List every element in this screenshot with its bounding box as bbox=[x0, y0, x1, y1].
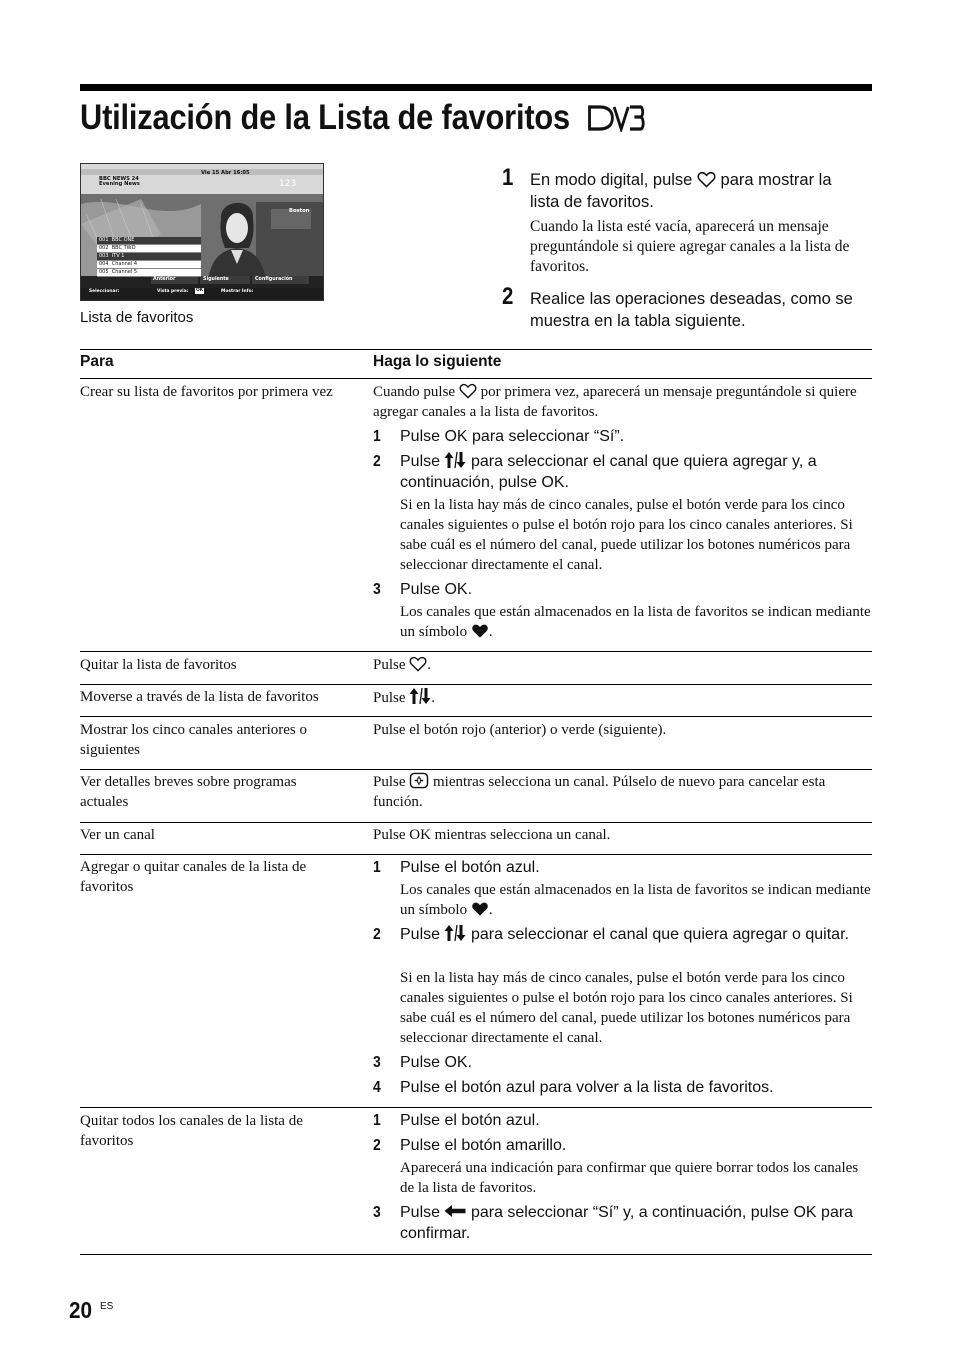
favorites-heart-icon bbox=[697, 171, 716, 188]
step1-text: En modo digital, pulse para mostrar la lista de favoritos. bbox=[530, 171, 832, 211]
row1-step3-number: 3 bbox=[373, 581, 381, 598]
back-arrow-icon bbox=[444, 1204, 466, 1218]
favorite-heart-filled-icon bbox=[471, 623, 489, 639]
row7-step2-number: 2 bbox=[373, 926, 381, 943]
screen-button-config: Configuración bbox=[255, 277, 293, 282]
screen-footer-preview: Vista previa: bbox=[157, 289, 189, 294]
screen-channel-row-selected: 002 BBC TWO bbox=[97, 245, 201, 253]
row8-step1-text: Pulse el botón azul. bbox=[400, 1112, 540, 1129]
row5-instruction: Pulse mientras selecciona un canal. Púlselo de nuevo para cancelar esta función. bbox=[373, 774, 826, 810]
row2-action: Quitar la lista de favoritos bbox=[80, 657, 237, 673]
screen-place: Boston bbox=[289, 208, 310, 214]
row8-action: Quitar todos los canales de la lista de favoritos bbox=[80, 1113, 303, 1149]
row4-action: Mostrar los cinco canales anteriores o siguientes bbox=[80, 722, 307, 758]
step1-number: 1 bbox=[502, 164, 514, 191]
dvb-logo-icon bbox=[587, 99, 645, 143]
row8-step1-number: 1 bbox=[373, 1112, 381, 1129]
row1-step3-note: Los canales que están almacenados en la lista de favoritos se indican mediante un símbolo . bbox=[400, 604, 871, 640]
row1-step2-number: 2 bbox=[373, 453, 381, 470]
row7-step1-note: Los canales que están almacenados en la lista de favoritos se indican mediante un símbolo . bbox=[400, 882, 871, 918]
row7-step2-text: Pulse para seleccionar el canal que quiera agregar o quitar. bbox=[400, 926, 849, 943]
row6-instruction: Pulse OK mientras selecciona un canal. bbox=[373, 827, 611, 843]
favorite-heart-filled-icon bbox=[471, 901, 489, 917]
row7-step3-number: 3 bbox=[373, 1054, 381, 1071]
row2-instruction: Pulse . bbox=[373, 657, 432, 673]
row8-step2-text: Pulse el botón amarillo. bbox=[400, 1137, 567, 1154]
screen-programme-line1: BBC NEWS 24 bbox=[99, 176, 139, 182]
screen-button-prev: Anterior bbox=[153, 277, 176, 282]
up-down-arrow-icon bbox=[444, 924, 466, 942]
row6-action: Ver un canal bbox=[80, 827, 155, 843]
page-title-text: Utilización de la Lista de favoritos bbox=[80, 98, 571, 137]
row7-step1-text: Pulse el botón azul. bbox=[400, 859, 540, 876]
up-down-arrow-icon bbox=[444, 451, 466, 469]
row1-step2-note: Si en la lista hay más de cinco canales, pulse el botón verde para los cinco canales siguientes o pulse el botón rojo para los cinco canales anteriores. Si sabe cuál es el número del canal, puede utilizar los botones numéricos para seleccionar directamente el canal. bbox=[400, 497, 853, 573]
screen-channel-row: 003 ITV 1 bbox=[97, 253, 201, 261]
row1-step1-text: Pulse OK para seleccionar “Sí”. bbox=[400, 428, 625, 445]
favorites-heart-icon bbox=[459, 383, 477, 399]
row-rule bbox=[80, 769, 872, 770]
screen-date: Vie 15 Abr 16:05 bbox=[201, 170, 250, 176]
row7-step4-number: 4 bbox=[373, 1079, 381, 1096]
screen-footer-select: Seleccionar: bbox=[89, 289, 120, 294]
row8-step3-text: Pulse para seleccionar “Sí” y, a continuación, pulse OK para confirmar. bbox=[400, 1204, 854, 1242]
up-down-arrow-icon bbox=[409, 687, 431, 705]
screen-programme-line2: Evening News bbox=[99, 181, 140, 187]
screen-button-next: Siguiente bbox=[203, 277, 229, 282]
title-rule bbox=[80, 84, 872, 91]
row7-step2-note: Si en la lista hay más de cinco canales, pulse el botón verde para los cinco canales siguientes o pulse el botón rojo para los cinco canales anteriores. Si sabe cuál es el número del canal, puede utilizar los botones numéricos para seleccionar directamente el canal. bbox=[400, 970, 853, 1046]
screen-footer-preview-key: OK bbox=[196, 288, 204, 293]
row1-step2-text: Pulse para seleccionar el canal que quiera agregar y, a continuación, pulse OK. bbox=[400, 453, 817, 491]
row7-step4-text: Pulse el botón azul para volver a la lista de favoritos. bbox=[400, 1079, 774, 1096]
row7-step1-number: 1 bbox=[373, 859, 381, 876]
screen-caption: Lista de favoritos bbox=[80, 309, 194, 326]
row4-instruction: Pulse el botón rojo (anterior) o verde (siguiente). bbox=[373, 722, 667, 738]
page-language: ES bbox=[100, 1301, 114, 1312]
row8-step2-note: Aparecerá una indicación para confirmar que quiere borrar todos los canales de la lista de favoritos. bbox=[400, 1160, 859, 1196]
row3-action: Moverse a través de la lista de favoritos bbox=[80, 689, 319, 705]
screen-channel-list bbox=[97, 237, 201, 277]
screen-channel-number: 123 bbox=[279, 179, 297, 189]
step2-number: 2 bbox=[502, 283, 514, 310]
row1-intro: Cuando pulse por primera vez, aparecerá un mensaje preguntándole si quiere agregar canales a la lista de favoritos. bbox=[373, 384, 857, 420]
row8-step3-number: 3 bbox=[373, 1204, 381, 1221]
screen-channel-row: 004 Channel 4 bbox=[97, 261, 201, 269]
step1-note: Cuando la lista esté vacía, aparecerá un mensaje preguntándole si quiere agregar canales a la lista de favoritos. bbox=[530, 218, 850, 275]
favorites-heart-icon bbox=[409, 656, 427, 672]
page-title bbox=[80, 96, 645, 140]
table-bottom-rule bbox=[80, 1254, 872, 1255]
row8-step2-number: 2 bbox=[373, 1137, 381, 1154]
table-header-para: Para bbox=[80, 353, 114, 370]
screen-channel-row: 001 BBC ONE bbox=[97, 237, 201, 245]
screen-channel-row: 005 Channel 5 bbox=[97, 269, 201, 277]
row-rule bbox=[80, 716, 872, 717]
table-header-rule bbox=[80, 378, 872, 379]
row-rule bbox=[80, 822, 872, 823]
row3-instruction: Pulse . bbox=[373, 687, 872, 708]
row7-step3-text: Pulse OK. bbox=[400, 1054, 473, 1071]
row-rule bbox=[80, 854, 872, 855]
step2-text: Realice las operaciones deseadas, como se muestra en la tabla siguiente. bbox=[530, 290, 853, 330]
favorites-screen-image bbox=[80, 163, 324, 301]
screen-footer-info: Mostrar Info: bbox=[221, 289, 254, 294]
row1-step3-text: Pulse OK. bbox=[400, 581, 473, 598]
row1-step1-number: 1 bbox=[373, 428, 381, 445]
page-number: 20 bbox=[69, 1297, 93, 1323]
row-rule bbox=[80, 651, 872, 652]
row-rule bbox=[80, 684, 872, 685]
table-top-rule bbox=[80, 349, 872, 350]
row5-action: Ver detalles breves sobre programas actuales bbox=[80, 774, 297, 810]
row1-action: Crear su lista de favoritos por primera vez bbox=[80, 384, 333, 400]
table-header-haga: Haga lo siguiente bbox=[373, 353, 502, 370]
info-button-icon bbox=[409, 772, 429, 789]
row-rule bbox=[80, 1107, 872, 1108]
row7-action: Agregar o quitar canales de la lista de favoritos bbox=[80, 859, 307, 895]
